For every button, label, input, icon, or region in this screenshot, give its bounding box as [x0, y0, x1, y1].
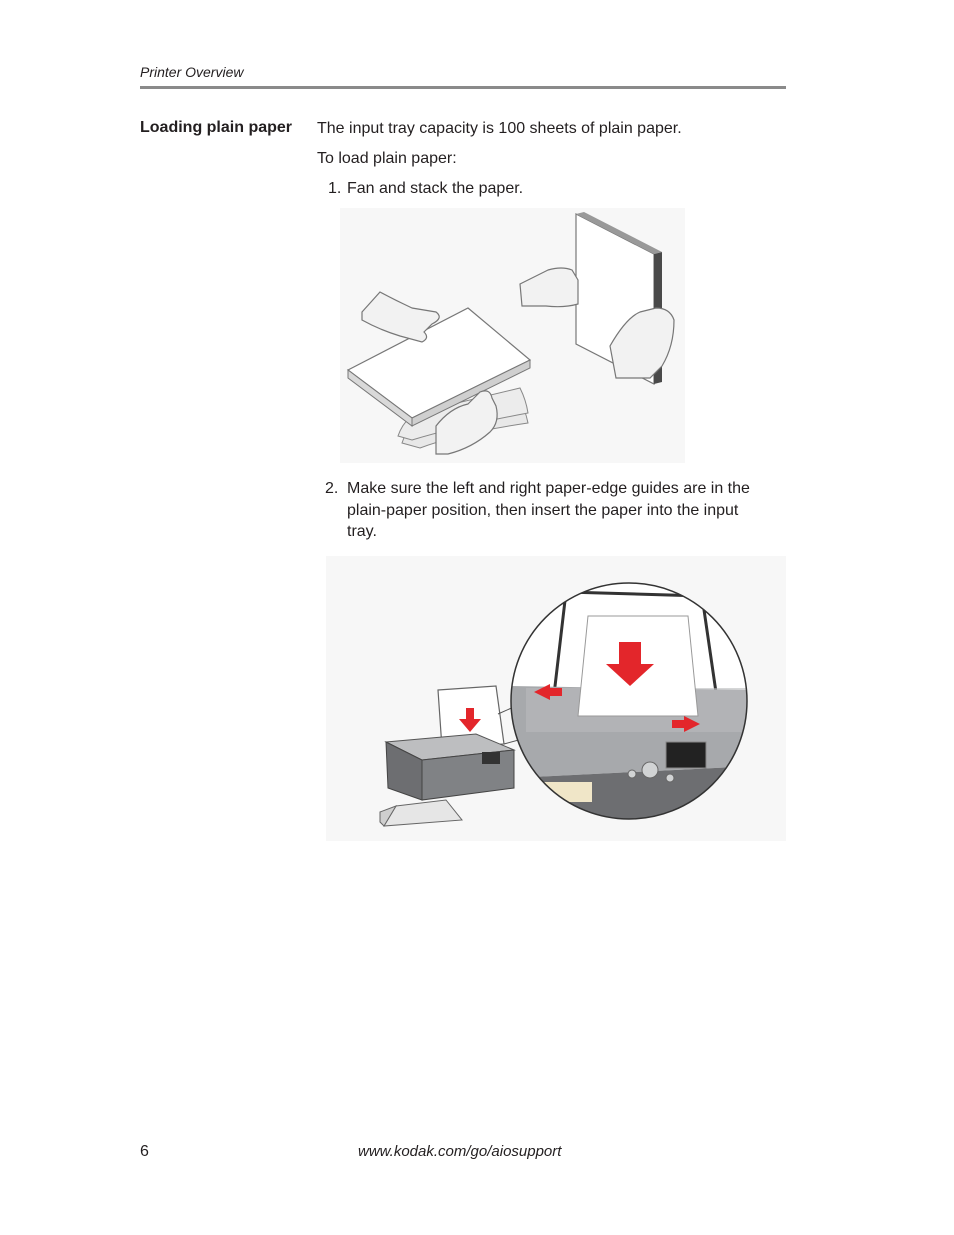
step-1-text: Fan and stack the paper.	[347, 180, 524, 197]
support-url: www.kodak.com/go/aiosupport	[358, 1143, 562, 1160]
running-head: Printer Overview	[140, 64, 244, 80]
step-2-line-2: plain-paper position, then insert the paper into the input	[347, 502, 739, 519]
page-number: 6	[140, 1143, 149, 1160]
fan-paper-illustration	[340, 208, 685, 463]
header-rule	[140, 86, 786, 89]
printer-load-illustration	[326, 556, 786, 841]
intro-text: The input tray capacity is 100 sheets of plain paper.	[317, 120, 682, 137]
step-1-number: 1.	[328, 180, 342, 197]
section-heading: Loading plain paper	[140, 119, 293, 136]
step-2-number: 2.	[325, 480, 339, 497]
lead-text: To load plain paper:	[317, 150, 457, 167]
step-2-line-1: Make sure the left and right paper-edge guides are in the	[347, 480, 750, 497]
step-2-line-3: tray.	[347, 523, 377, 540]
